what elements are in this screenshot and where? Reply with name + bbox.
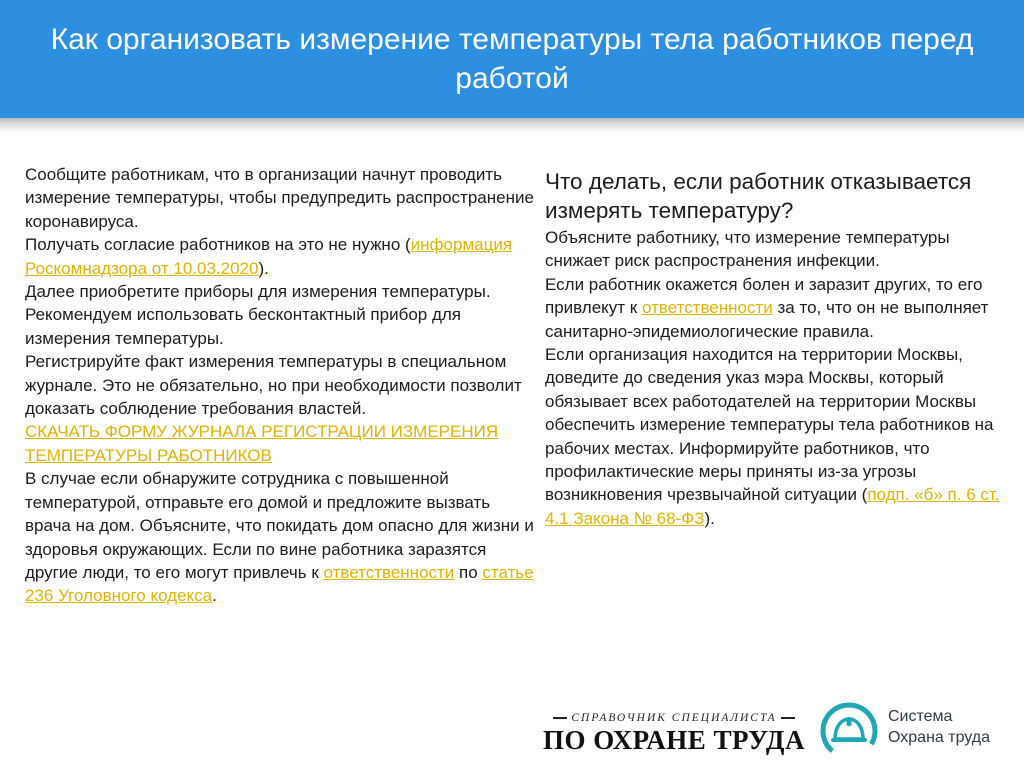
slide-title: Как организовать измерение температуры тела работников перед работой [50, 23, 974, 95]
dash-right [781, 717, 795, 719]
right-paragraph-1: Объясните работнику, что измерение температуры снижает риск распространения инфекции. [545, 228, 950, 271]
right-paragraph-3: Если организация находится на территории Москвы, доведите до сведения указ мэра Москвы, который обязывает всех работодателей на территории Москвы обеспечить измерение температуры тела работников на рабочих местах. Информируйте работников, что профилактические меры приняты из-за угрозы возникновения чрезвычайной ситуации (подп. «б» п. 6 ст. 4.1 Закона № 68-ФЗ). [545, 345, 1000, 528]
left-paragraph-2: Получать согласие работников на это не нужно (информация Роскомнадзора от 10.03.2020). [25, 235, 513, 278]
left-paragraph-4: Регистрируйте факт измерения температуры в специальном журнале. Это не обязательно, но при необходимости позволит доказать соблюдение требования властей. [25, 352, 522, 419]
left-column [25, 163, 535, 608]
responsibility-link-right[interactable]: ответственности [641, 298, 773, 318]
download-form-paragraph [25, 420, 535, 467]
brand-line-2: Охрана труда [888, 729, 990, 746]
right-column [545, 168, 1005, 530]
hard-hat-icon [818, 700, 880, 762]
book-main-title: ПО ОХРАНЕ ТРУДА [543, 725, 805, 755]
book-logo [542, 712, 806, 758]
slide-header [0, 0, 1024, 118]
header-shadow [0, 118, 1024, 132]
responsibility-link[interactable]: ответственности [323, 562, 455, 582]
law-68fz-link[interactable]: подп. «б» п. 6 ст. 4.1 Закона № 68-ФЗ [545, 485, 1000, 528]
criminal-code-article-link[interactable]: статье 236 Уголовного кодекса [25, 562, 534, 606]
dash-left [553, 717, 567, 719]
download-journal-form-link[interactable]: СКАЧАТЬ ФОРМУ ЖУРНАЛА РЕГИСТРАЦИИ ИЗМЕРЕНИЯ ТЕМПЕРАТУРЫ РАБОТНИКОВ [25, 422, 499, 465]
right-paragraph-2: Если работник окажется болен и заразит других, то его привлекут к ответственности за то, что он не выполняет санитарно-эпидемиологические правила. [545, 274, 989, 341]
brand-line-1: Система [888, 708, 953, 725]
left-paragraph-3: Далее приобретите приборы для измерения температуры. Рекомендуем использовать бесконтактный прибор для измерения температуры. [25, 282, 491, 348]
left-paragraph-1: Сообщите работникам, что в организации начнут проводить измерение температуры, чтобы предупредить распространение коронавируса. [25, 165, 534, 231]
roskomnadzor-link[interactable]: информация Роскомнадзора от 10.03.2020 [25, 235, 513, 278]
book-top-label: СПРАВОЧНИК СПЕЦИАЛИСТА [571, 712, 777, 724]
refusal-heading: Что делать, если работник отказывается измерять температуру? [545, 169, 972, 223]
left-paragraph-5: В случае если обнаружите сотрудника с повышенной температурой, отправьте его домой и предложите вызвать врача на дом. Объясните, что покидать дом опасно для жизни и здоровья окружающих. Если по вине работника заразятся другие люди, то его могут привлечь к ответственности по статье 236 Уголовного кодекса. [25, 469, 534, 606]
brand-name [888, 706, 990, 748]
